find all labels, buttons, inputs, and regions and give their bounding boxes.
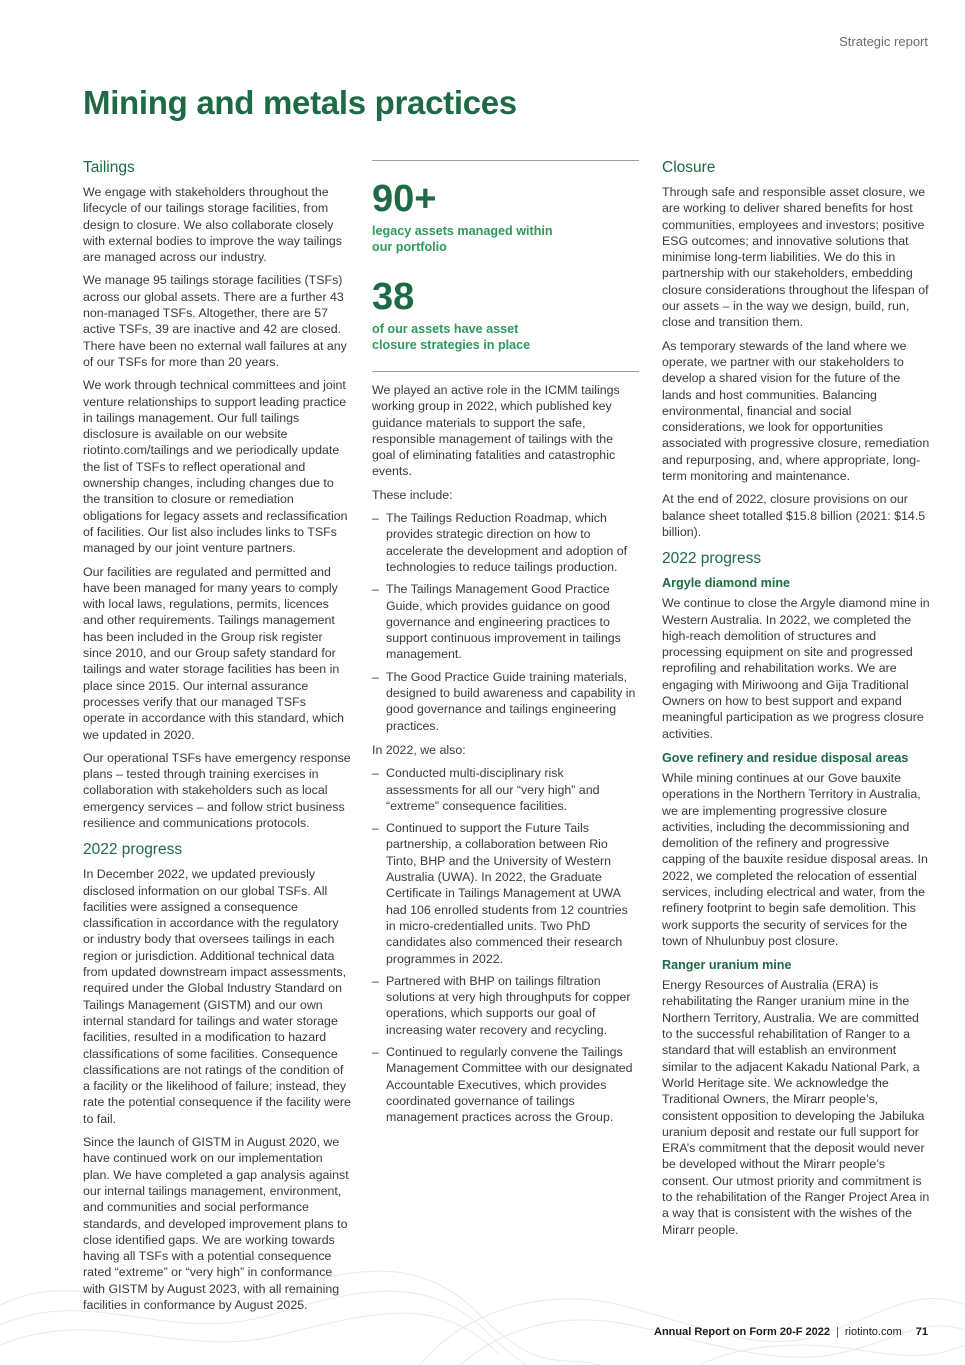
stat-block (372, 255, 639, 371)
list-item: – The Tailings Management Good Practice Guide, which provides guidance on good governance and engineering practices to support continuous improvement in tailings management. (372, 581, 639, 662)
closure-paragraph: Through safe and responsible asset closure, we are working to deliver shared benefits for host communities, employees and investors; positive ESG outcomes; and innovative solutions that minimise long-term liabilities. We do this in partnership with our stakeholders, embedding closure considerations throughout the lifespan of our assets – in the way we design, build, run, close and transition them. (662, 185, 929, 330)
website-link[interactable]: riotinto.com (844, 1326, 902, 1338)
section-label: Strategic report (839, 34, 928, 49)
tailings-column (83, 156, 351, 1320)
tailings-progress-paragraph: Since the launch of GISTM in August 2020, we have continued work on our implementation plan. We have completed a gap analysis against our internal tailings management, environment, and communities and social performance standards, and developed improvement plans to close identified gaps. We are working towards having all TSFs with a potential consequence rated “extreme” or “very high” in conformance with GISTM by August 2023, with all remaining facilities in conformance by August 2025. (83, 1135, 349, 1312)
stat-value: 90+ (372, 178, 437, 220)
stat-block (372, 161, 639, 255)
page-number: 71 (915, 1326, 928, 1338)
ranger-text: Energy Resources of Australia (ERA) is rehabilitating the Ranger uranium mine in the Northern Territory, Australia. We are committed to the successful rehabilitation of Ranger to a standard that will establish an environment similar to the adjacent Kakadu National Park, a World Heritage site. We acknowledge the Traditional Owners, the Mirarr people’s, consistent opposition to developing the Jabiluka uranium deposit and restate our full support for ERA’s commitment that the deposit would never be developed without the Mirarr people’s consent. Our utmost priority and commitment is to the rehabilitation of the Ranger Project Area in a way that is consistent with the wishes of the Mirarr people. (662, 978, 930, 1237)
stat-caption: of our assets have asset closure strategies in place (372, 322, 531, 352)
tailings-progress-paragraph: In December 2022, we updated previously disclosed information on our global TSFs. All facilities were assigned a consequence classification in accordance with the regulatory or industry body that oversees tailings in each region or jurisdiction. Additional technical data from updated downstream impact assessments, required under the Global Industry Standard on Tailings Management (GISTM) and our own internal standard for tailings and water storage facilities, resulted in a modification to hazard classifications of some facilities. Consequence classifications are not ratings of the condition of a facility or the likelihood of failure; instead, they rate the potential consequence if the facility were to fail. (83, 867, 351, 1126)
ranger-heading: Ranger uranium mine (662, 958, 792, 973)
list-item: – The Tailings Reduction Roadmap, which provides strategic direction on how to accelerate the development and adoption of technologies to reduce tailings production. (372, 510, 639, 575)
list-item: – Continued to support the Future Tails partnership, a collaboration between Rio Tinto, BHP and the University of Western Australia (UWA). In 2022, the Graduate Certificate in Tailings Management at UWA had 106 enrolled students from 12 countries in micro-credentialled units. Two PhD candidates also commenced their research programmes in 2022. (372, 820, 639, 967)
divider (372, 371, 639, 372)
gove-heading: Gove refinery and residue disposal areas (662, 750, 909, 765)
gove-text: While mining continues at our Gove bauxite operations in the Northern Territory in Australia, we are implementing progressive closure activities, including the decommissioning and demolition of the refinery and progressive capping of the bauxite residue disposal areas. In 2022, we completed the relocation of essential services, including electrical and water, from the refinery footprint to begin safe demolition. This work supports the security of services for the town of Nhulunbuy post closure. (662, 770, 928, 948)
footer-separator: | (836, 1326, 839, 1338)
closure-column (662, 156, 930, 1245)
stat-caption: legacy assets managed within our portfolio (372, 224, 553, 254)
closure-heading: Closure (662, 159, 716, 176)
page-title: Mining and metals practices (83, 84, 517, 121)
list-item: – The Good Practice Guide training materials, designed to build awareness and capability in good governance and tailings engineering practices. (372, 669, 639, 734)
icmm-also-list (372, 765, 639, 1125)
list-item: – Continued to regularly convene the Tailings Management Committee with our designated Accountable Executives, which provides coordinated governance of tailings management practices across the Group. (372, 1044, 639, 1125)
stats-column (372, 160, 639, 1133)
list-item: – Partnered with BHP on tailings filtration solutions at very high throughputs for copper operations, which supports our goal of increasing water recovery and recycling. (372, 973, 639, 1038)
icmm-includes-list (372, 510, 639, 734)
icmm-intro: We played an active role in the ICMM tailings working group in 2022, which published key guidance materials to support the safe, responsible management of tailings with the goal of eliminating fatalities and catastrophic events. (372, 383, 620, 479)
stat-value: 38 (372, 276, 415, 318)
tailings-paragraph: We work through technical committees and joint venture relationships to support leading practice in tailings management. Our full tailings disclosure is available on our website riotinto.com/tailings and we periodically update the list of TSFs to reflect operational and ownership changes, including changes due to the transition to closure or remediation obligations for legacy assets and reclassification of facilities. Our list also includes links to TSFs managed by our joint venture partners. (83, 378, 348, 556)
report-title: Annual Report on Form 20-F 2022 (654, 1326, 831, 1338)
closure-progress-heading: 2022 progress (662, 550, 762, 568)
argyle-text: We continue to close the Argyle diamond mine in Western Australia. In 2022, we completed the high-reach demolition of structures and processing equipment on site and progressed reprofiling and rehabilitation works. We are engaging with Miriwoong and Gija Traditional Owners on how to best support and expand meaningful participation as we progress closure activities. (662, 596, 930, 741)
tailings-paragraph: We engage with stakeholders throughout the lifecycle of our tailings storage facilities, from design to closure. We also collaborate closely with external bodies to improve the way tailings are managed across our industry. (83, 185, 342, 265)
tailings-paragraph: We manage 95 tailings storage facilities (TSFs) across our global assets. There are a further 43 non-managed TSFs. Altogether, there are 57 active TSFs, 39 are inactive and 42 are closed. There have been no external wall failures at any of our TSFs for more than 20 years. (83, 273, 347, 369)
closure-paragraph: At the end of 2022, closure provisions on our balance sheet totalled $15.8 billion (2021: $14.5 billion). (662, 492, 926, 539)
page-footer (654, 1326, 928, 1338)
tailings-paragraph: Our facilities are regulated and permitted and have been managed for many years to comply with local laws, regulations, permits, licences and other requirements. Tailings management has been included in the Group risk register since 2010, and our Group safety standard for tailings and water storage facilities has been in place since 2015. Our internal assurance processes verify that our managed TSFs operate in accordance with this standard, which we updated in 2020. (83, 564, 345, 742)
icmm-includes-label: These include: (372, 487, 453, 502)
closure-paragraph: As temporary stewards of the land where we operate, we partner with our stakeholders to develop a shared vision for the future of the lands and host communities. Balancing environmental, financial and social considerations, we look for opportunities associated with progressive closure, remediation and repurposing, and, where appropriate, long-term monitoring and maintenance. (662, 338, 930, 484)
tailings-progress-heading: 2022 progress (83, 841, 183, 859)
tailings-heading: Tailings (83, 159, 135, 176)
list-item: – Conducted multi-disciplinary risk assessments for all our “very high” and “extreme” consequence facilities. (372, 765, 639, 814)
icmm-also-label: In 2022, we also: (372, 742, 466, 757)
tailings-paragraph: Our operational TSFs have emergency response plans – tested through training exercises in collaboration with stakeholders such as local emergency services – and follow strict business resilience and communications protocols. (83, 750, 351, 830)
argyle-heading: Argyle diamond mine (662, 576, 791, 591)
